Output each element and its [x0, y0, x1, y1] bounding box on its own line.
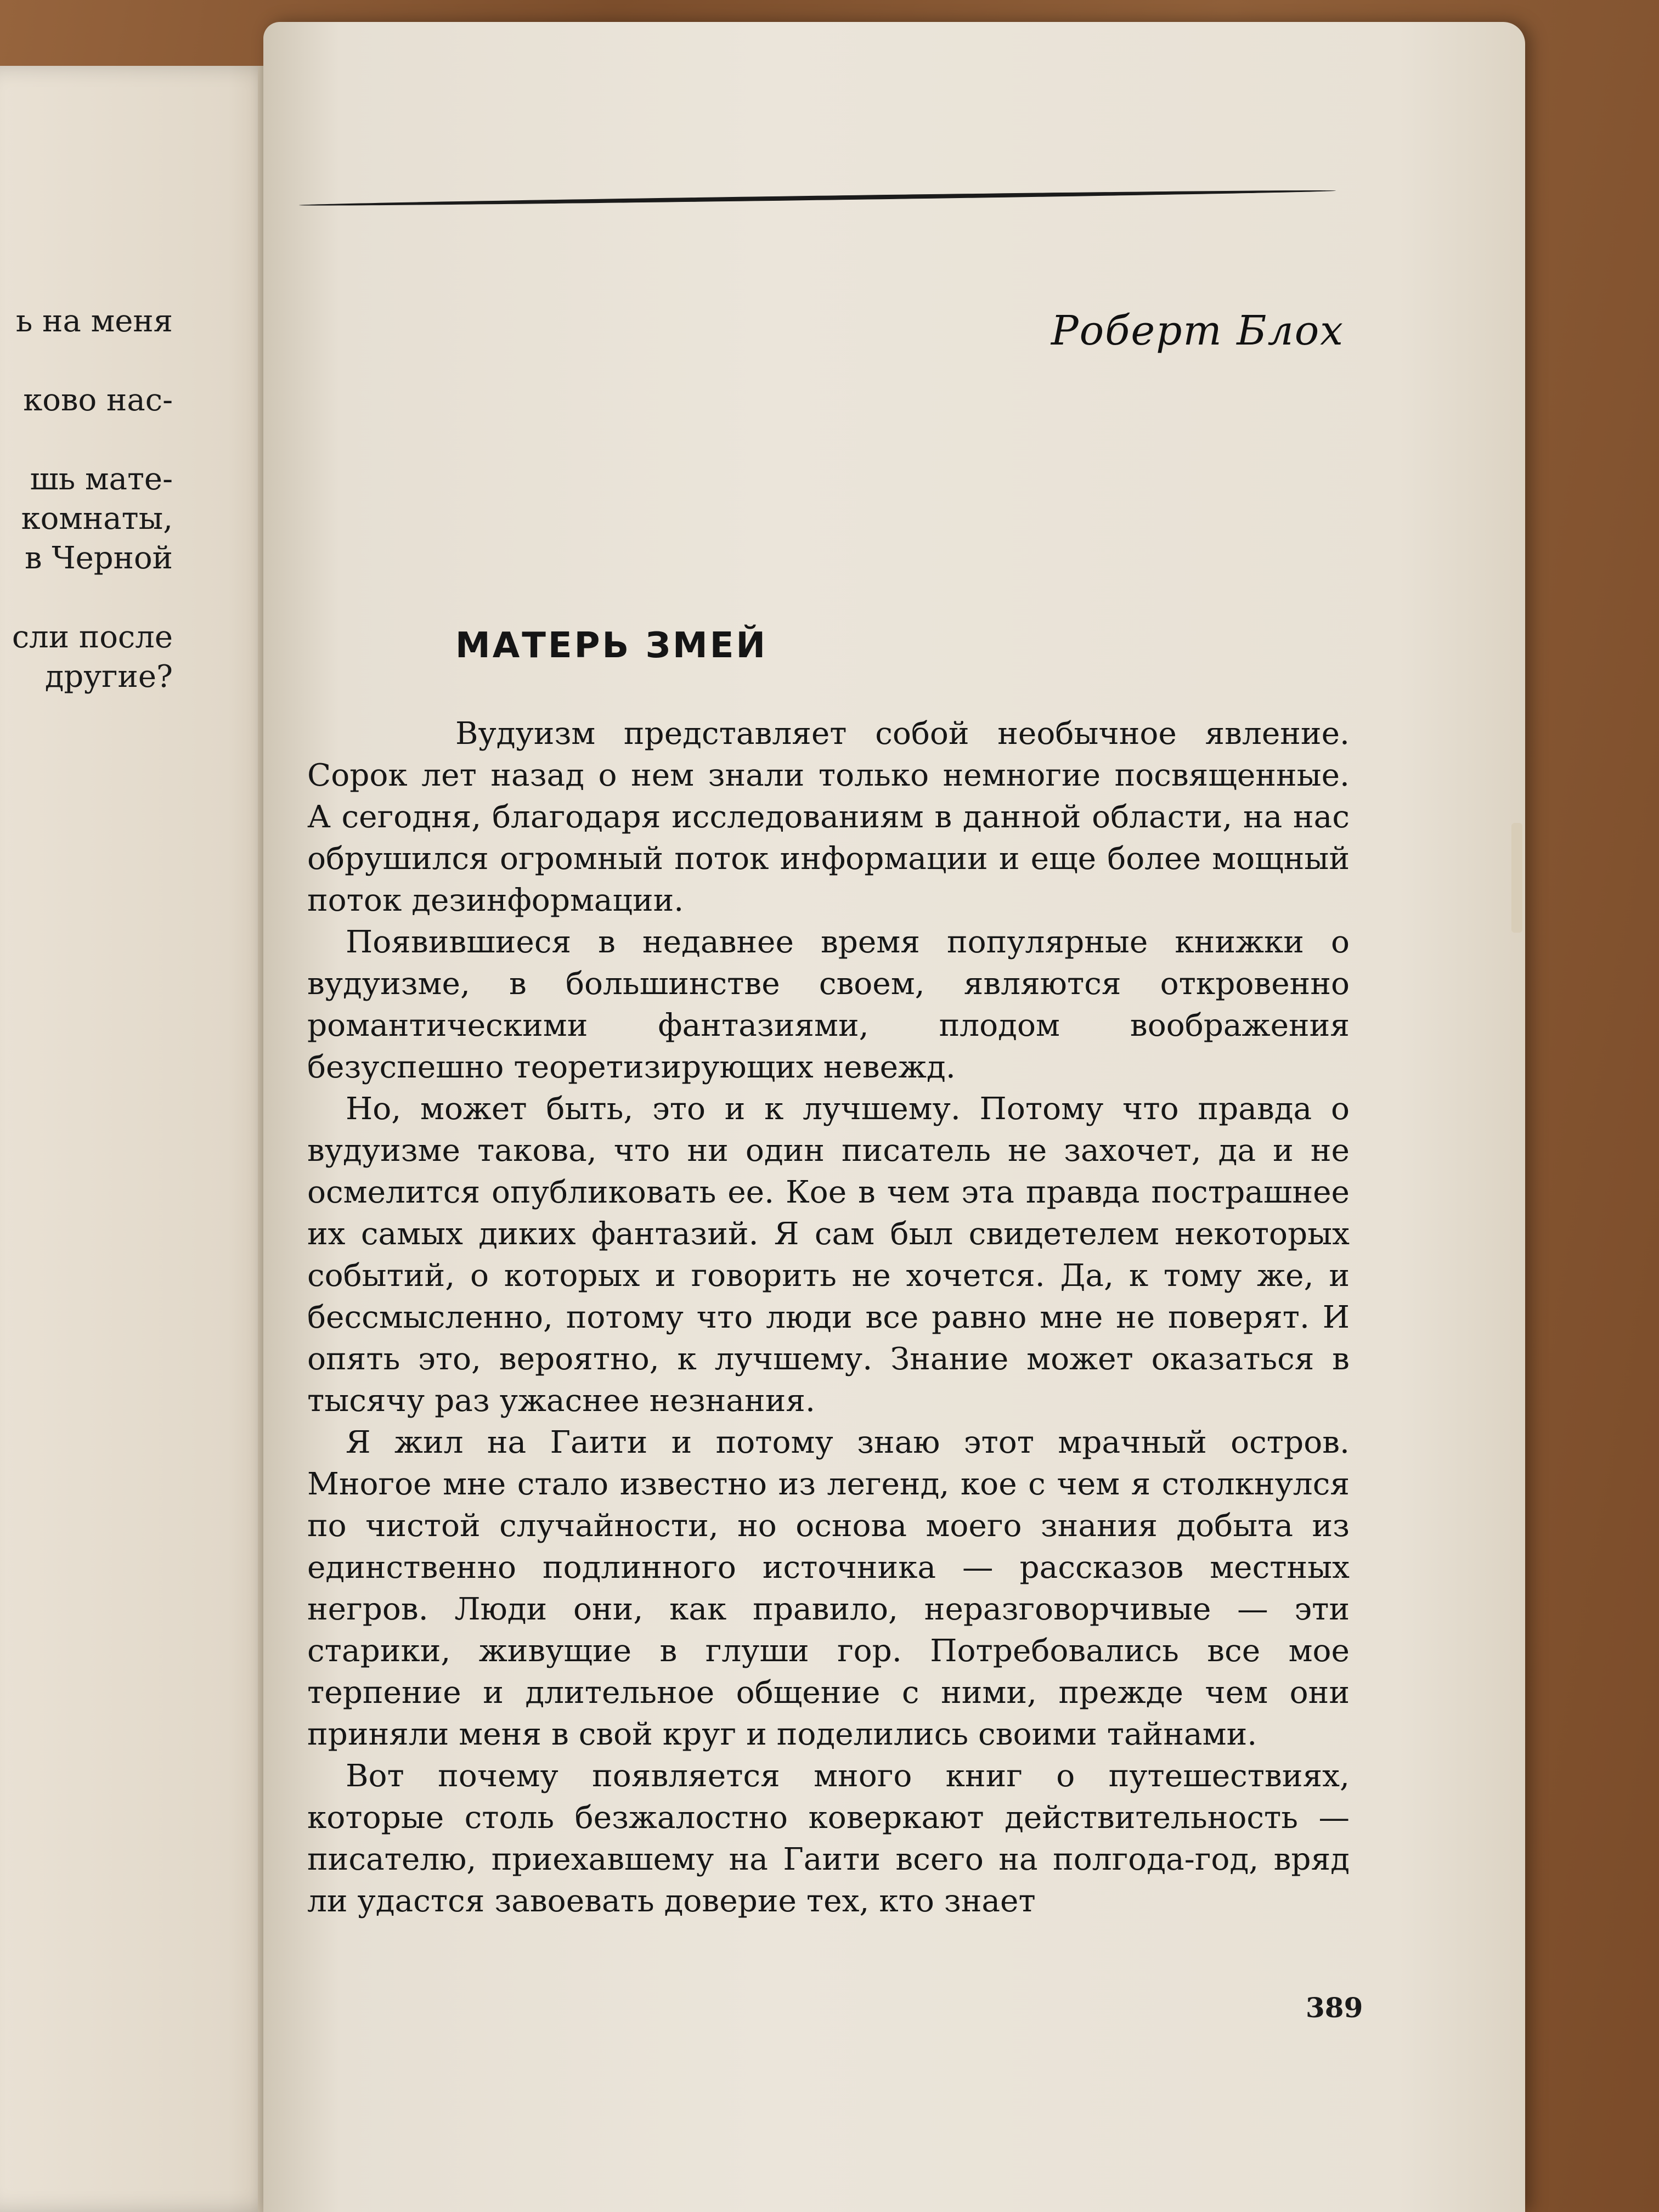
left-line: комнаты, [21, 501, 173, 537]
paragraph: Я жил на Гаити и потому знаю этот мрачный остров. Многое мне стало известно из легенд, кое с чем я столкнулся по чистой случайности, но основа моего знания добыта из единственно подлинного источника — рассказов местных негров. Люди они, как правило, неразговорчивые — эти старики, живущие в глуши гор. Потребовались все мое терпение и длительное общение с ними, прежде чем они приняли меня в свой круг и поделились своими тайнами. [307, 1425, 1350, 1752]
paragraph: Появившиеся в недавнее время популярные книжки о вудуизме, в большинстве своем, являются откровенно романтическими фантазиями, плодом воображения безуспешно теоретизирующих невежд. [307, 924, 1350, 1085]
left-page-text [0, 302, 173, 697]
left-line: в Черной [25, 540, 173, 576]
story-body [307, 713, 1350, 1922]
left-line: шь мате- [30, 461, 173, 497]
paragraph: Вот почему появляется много книг о путешествиях, которые столь безжалостно коверкают действительность — писателю, приехавшему на Гаити всего на полгода-год, вряд ли удастся завоевать доверие тех, кто знает [307, 1758, 1350, 1919]
page-edge-tab [1511, 823, 1522, 933]
left-line: сли после [12, 619, 173, 655]
left-line: ь на меня [15, 303, 173, 339]
left-page [0, 66, 285, 2212]
left-line: ково нас- [23, 382, 173, 418]
author-name: Роберт Блох [1051, 307, 1344, 354]
left-line: другие? [44, 659, 173, 695]
paragraph: Но, может быть, это и к лучшему. Потому что правда о вудуизме такова, что ни один писатель не захочет, да и не осмелится опубликовать ее. Кое в чем эта правда пострашнее их самых диких фантазий. Я сам был свидетелем некоторых событий, о которых и говорить не хочется. Да, к тому же, и бессмысленно, потому что люди все равно мне не поверят. И опять это, вероятно, к лучшему. Знание может оказаться в тысячу раз ужаснее незнания. [307, 1091, 1350, 1419]
page-number: 389 [1306, 1991, 1363, 2024]
story-title: МАТЕРЬ ЗМЕЙ [455, 625, 768, 666]
paragraph: Вудуизм представляет собой необычное явление. Сорок лет назад о нем знали только немногие посвященные. А сегодня, благодаря исследованиям в данной области, на нас обрушился огромный поток информации и еще более мощный поток дезинформации. [307, 716, 1350, 918]
